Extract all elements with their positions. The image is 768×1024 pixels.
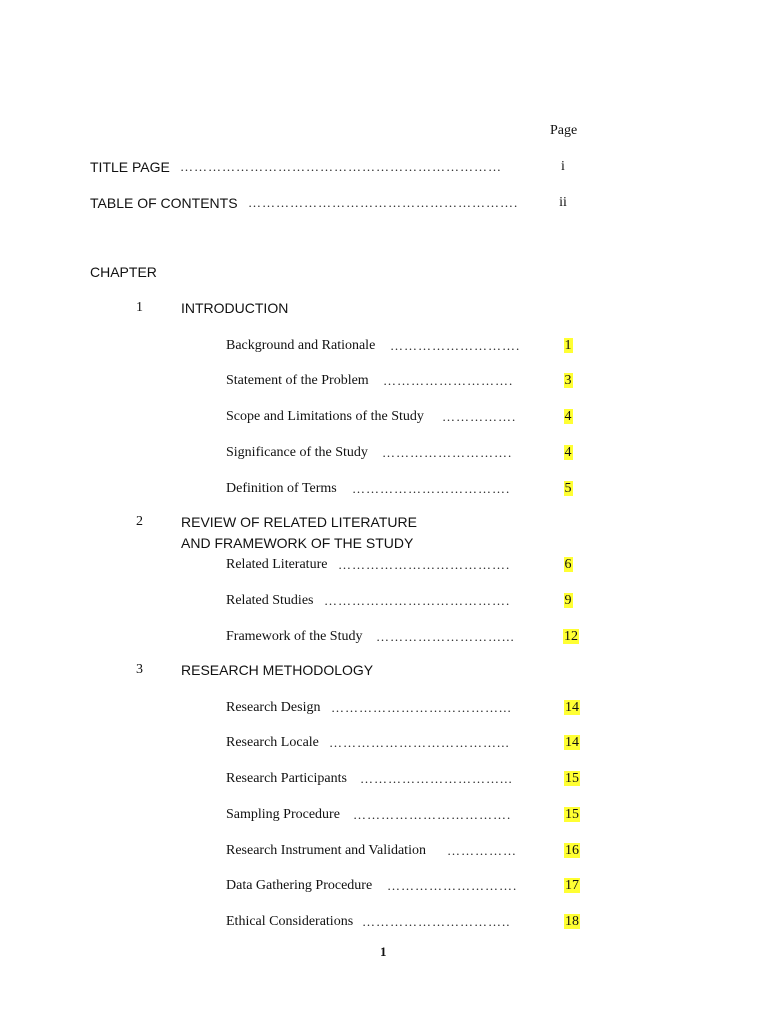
chapter-title[interactable]: INTRODUCTION <box>181 300 289 316</box>
toc-section-label: Background and Rationale <box>226 338 376 353</box>
chapter-title[interactable]: REVIEW OF RELATED LITERATURE <box>181 514 417 530</box>
toc-section-label: Research Instrument and Validation <box>226 843 426 858</box>
toc-section-entry[interactable] <box>226 733 526 753</box>
toc-section-entry[interactable] <box>226 555 526 575</box>
toc-page-number: 4 <box>564 445 572 460</box>
leader-dots: ………………………. <box>387 878 518 893</box>
leader-dots: ………………………... <box>376 629 515 644</box>
toc-page-number: 15 <box>565 807 579 822</box>
toc-section-entry[interactable] <box>226 912 526 932</box>
toc-page-number: 4 <box>564 409 572 424</box>
leader-dots: …………………………………. <box>324 593 511 608</box>
toc-section-entry[interactable] <box>226 591 526 611</box>
toc-page-number: ii <box>559 195 567 210</box>
toc-section-label: Research Participants <box>226 771 347 786</box>
leader-dots: ……………. <box>442 409 517 424</box>
toc-section-entry[interactable] <box>226 805 526 825</box>
toc-page-number: 1 <box>564 338 572 353</box>
toc-section-label: Significance of the Study <box>226 445 368 460</box>
toc-section-entry[interactable] <box>226 876 526 896</box>
toc-page-number: 5 <box>564 481 572 496</box>
toc-page-number: 18 <box>565 914 579 929</box>
leader-dots: …………… <box>447 843 517 858</box>
leader-dots: …………………………………………………. <box>248 195 519 210</box>
footer-page-number: 1 <box>380 944 387 959</box>
toc-entry-label: TABLE OF CONTENTS <box>90 195 238 211</box>
toc-page-number: i <box>561 159 565 174</box>
toc-section-entry[interactable] <box>226 769 526 789</box>
chapter-title-continued: AND FRAMEWORK OF THE STUDY <box>181 535 414 551</box>
toc-section-entry[interactable] <box>226 443 526 463</box>
toc-page-number: 9 <box>564 593 572 608</box>
toc-entry-label: TITLE PAGE <box>90 159 170 175</box>
leader-dots: …………………………... <box>360 771 513 786</box>
toc-page-number: 16 <box>565 843 579 858</box>
toc-entry-table-of-contents[interactable] <box>90 193 530 213</box>
leader-dots: ……………………………. <box>353 807 512 822</box>
toc-section-label: Related Studies <box>226 593 314 608</box>
toc-page-number: 3 <box>564 373 572 388</box>
chapter-number: 2 <box>136 514 143 529</box>
toc-page-number: 15 <box>565 771 579 786</box>
toc-page-number: 14 <box>565 700 579 715</box>
leader-dots: …………………………………………………………… <box>180 159 502 174</box>
leader-dots: ………………………. <box>382 445 513 460</box>
toc-section-label: Sampling Procedure <box>226 807 340 822</box>
toc-page-number: 6 <box>564 557 572 572</box>
chapter-heading: CHAPTER <box>90 264 157 280</box>
toc-section-label: Definition of Terms <box>226 481 337 496</box>
chapter-number: 1 <box>136 300 143 315</box>
toc-section-entry[interactable] <box>226 371 526 391</box>
page-column-heading: Page <box>550 123 578 138</box>
toc-section-entry[interactable] <box>226 627 526 647</box>
toc-section-entry[interactable] <box>226 407 526 427</box>
toc-section-label: Statement of the Problem <box>226 373 369 388</box>
toc-page-number: 17 <box>565 878 579 893</box>
toc-page-number: 14 <box>565 735 579 750</box>
toc-section-label: Research Design <box>226 700 321 715</box>
toc-section-entry[interactable] <box>226 336 526 356</box>
leader-dots: ………………………………... <box>331 700 512 715</box>
chapter-number: 3 <box>136 662 143 677</box>
leader-dots: ……………………………. <box>352 481 511 496</box>
chapter-title[interactable]: RESEARCH METHODOLOGY <box>181 662 374 678</box>
toc-section-label: Research Locale <box>226 735 319 750</box>
leader-dots: ………………………. <box>383 373 514 388</box>
toc-section-entry[interactable] <box>226 841 526 861</box>
toc-section-label: Data Gathering Procedure <box>226 878 373 893</box>
toc-page-number: 12 <box>564 629 578 644</box>
toc-section-label: Ethical Considerations <box>226 914 354 929</box>
toc-entry-title-page[interactable] <box>90 157 530 177</box>
leader-dots: ………………………….. <box>362 914 511 929</box>
toc-section-label: Scope and Limitations of the Study <box>226 409 424 424</box>
toc-section-label: Related Literature <box>226 557 328 572</box>
toc-section-label: Framework of the Study <box>226 629 363 644</box>
toc-section-entry[interactable] <box>226 479 526 499</box>
toc-section-entry[interactable] <box>226 698 526 718</box>
leader-dots: ………………………. <box>390 338 521 353</box>
leader-dots: ………………………………... <box>329 735 510 750</box>
leader-dots: ………………………………. <box>338 557 511 572</box>
